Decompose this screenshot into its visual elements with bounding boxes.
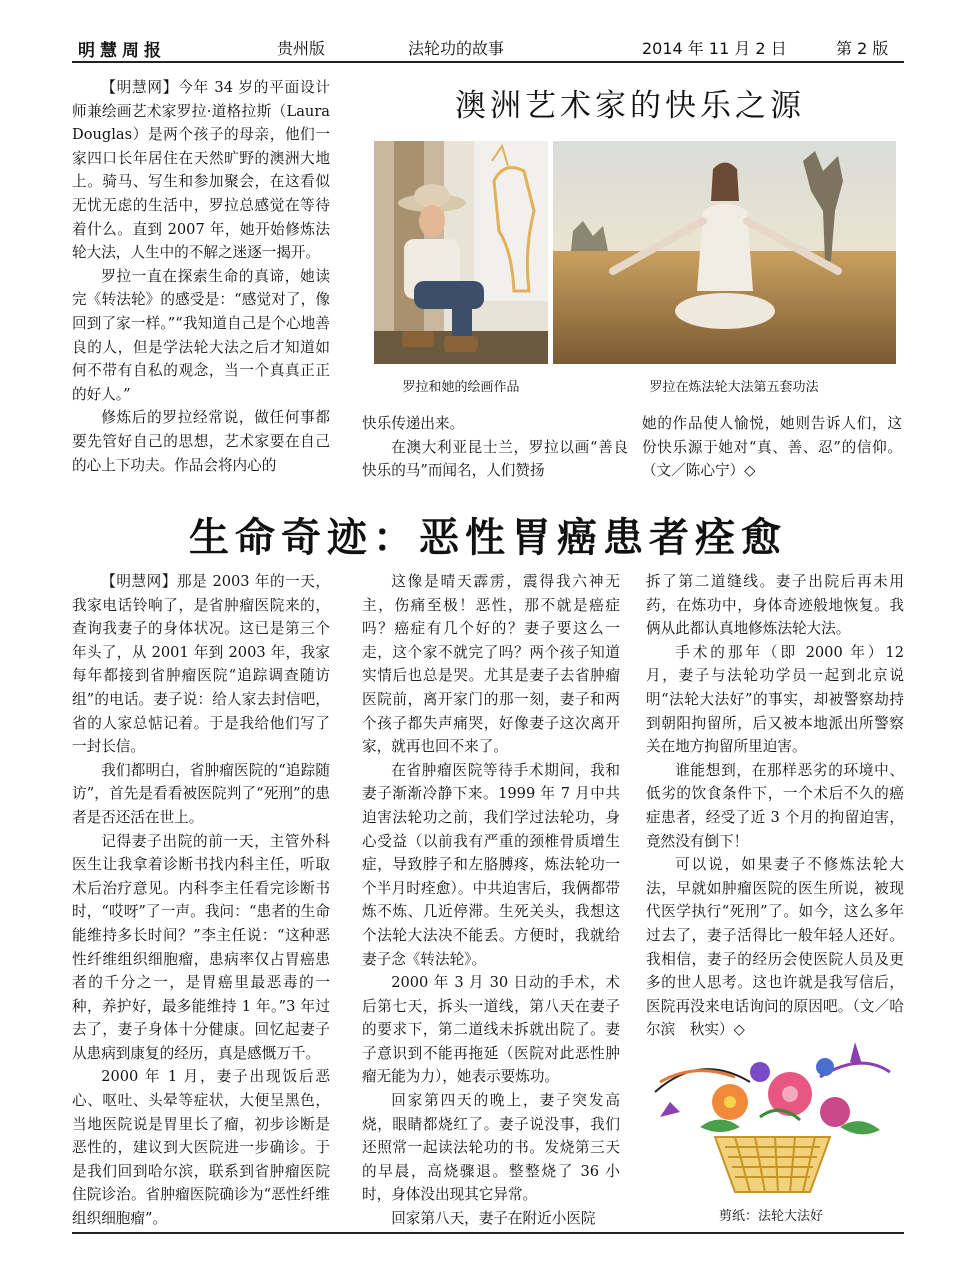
date-label: 2014 年 11 月 2 日: [642, 39, 787, 58]
paragraph: 在澳大利亚昆士兰，罗拉以画“善良快乐的马”而闻名，人们赞扬: [362, 438, 628, 480]
paragraph: 可以说，如果妻子不修炼法轮大法，早就如肿瘤医院的医生所说，被现代医学执行“死刑”了。如今，这么多年过去了，妻子活得比一般年轻人还好。我相信，妻子的经历会使医院人员及更多的世人思考。这也许就是我写信后，医院再没来电话询问的原因吧。（文／哈尔滨 秋实）◇: [646, 856, 904, 1039]
paragraph: 她的作品使人愉悦，她则告诉人们，这份快乐源于她对“真、善、忍”的信仰。（文／陈心宁）◇: [642, 415, 902, 480]
papercut-caption: 剪纸：法轮大法好: [718, 1209, 823, 1224]
paragraph: 快乐传递出来。: [362, 415, 465, 432]
header-rule: [72, 61, 904, 63]
article1-title: 澳洲艺术家的快乐之源: [455, 88, 805, 124]
photo-artist-with-painting: [374, 141, 548, 364]
newspaper-header: [72, 30, 904, 60]
paragraph: 罗拉一直在探索生命的真谛，她读完《转法轮》的感受是：“感觉对了，像回到了家一样。”“我知道自己是个心地善良的人，但是学法轮大法之后才知道如何不带有自私的观念，当一个真真正正的好人。”: [72, 267, 330, 403]
edition-label: 贵州版: [277, 39, 326, 58]
paragraph: 拆了第二道缝线。妻子出院后再未用药，在炼功中，身体奇迹般地恢复。我俩从此都认真地修炼法轮大法。: [646, 573, 904, 638]
paragraph: 回家第八天，妻子在附近小医院: [391, 1210, 596, 1228]
paragraph: 【明慧网】今年 34 岁的平面设计师兼绘画艺术家罗拉·道格拉斯（Laura Douglas）是两个孩子的母亲，他们一家四口长年居住在天然旷野的澳洲大地上。骑马、写生和参加聚会，在这看似无忧无虑的生活中，罗拉总感觉在等待着什么。直到 2007 年，她开始修炼法轮大法，人生中的不解之迷逐一揭开。: [72, 79, 330, 262]
paragraph: 2000 年 1 月，妻子出现饭后恶心、呕吐、头晕等症状，大便呈黑色，当地医院说是胃里长了瘤，初步诊断是恶性的，建议到大医院进一步确诊。于是我们回到哈尔滨，联系到省肿瘤医院住院诊治。省肿瘤医院确诊为“恶性纤维组织细胞瘤”。: [72, 1068, 330, 1228]
section-label: 法轮功的故事: [408, 39, 505, 58]
article2-title: 生命奇迹：恶性胃癌患者痊愈: [189, 514, 787, 561]
photo-meditation-in-field: [553, 141, 896, 364]
paragraph: 在省肿瘤医院等待手术期间，我和妻子渐渐冷静下来。1999 年 7 月中共迫害法轮功之前，我们学过法轮功，身心受益（以前我有严重的颈椎骨质增生症，导致脖子和左胳膊疼，炼法轮功一个半月时痊愈）。中共迫害后，我俩都带炼不炼、几近停滞。生死关头，我想这个法轮大法决不能丢。方便时，我就给妻子念《转法轮》。: [362, 761, 620, 968]
paragraph: 我们都明白，省肿瘤医院的“追踪随访”，首先是看看被医院判了“死刑”的患者是否还活在世上。: [72, 761, 330, 826]
article1-column-3: [642, 412, 902, 483]
article2-column-3: [646, 570, 904, 1042]
article2-column-1: [72, 570, 330, 1231]
page-number: 第 2 版: [836, 39, 889, 58]
paragraph: 谁能想到，在那样恶劣的环境中、低劣的饮食条件下，一个术后不久的癌症患者，经受了近 3 个月的拘留迫害，竟然没有倒下！: [646, 761, 904, 850]
paragraph: 这像是晴天霹雳，震得我六神无主，伤痛至极！恶性，那不就是癌症吗？癌症有几个好的？妻子要这么一走，这个家不就完了吗？两个孩子知道实情后也总是哭。尤其是妻子去省肿瘤医院前，离开家门的那一刻，妻子和两个孩子都失声痛哭，好像妻子这次离开家，就再也回不来了。: [362, 573, 620, 756]
article2-column-2: [362, 570, 620, 1231]
footer-rule: [72, 1232, 904, 1234]
paragraph: 手术的那年（即 2000 年）12 月，妻子与法轮功学员一起到北京说明“法轮大法好”的事实，却被警察劫持到朝阳拘留所，后又被本地派出所警察关在地方拘留所里迫害。: [646, 643, 904, 756]
paragraph: 2000 年 3 月 30 日动的手术，术后第七天，拆头一道线，第八天在妻子的要求下，第二道线未拆就出院了。妻子意识到不能再拖延（医院对此恶性肿瘤无能为力），她表示要炼功。: [362, 974, 620, 1086]
photo-caption-2: 罗拉在炼法轮大法第五套功法: [649, 380, 819, 395]
papercut-flower-basket: [640, 1032, 902, 1197]
paragraph: 修炼后的罗拉经常说，做任何事都要先管好自己的思想，艺术家要在自己的心上下功夫。作品会将内心的: [72, 409, 330, 474]
paper-name: 明慧周报: [78, 41, 166, 61]
paragraph: 记得妻子出院的前一天，主管外科医生让我拿着诊断书找内科主任，听取术后治疗意见。内科李主任看完诊断书时，“哎呀”了一声。我问：“患者的生命能维持多长时间？”李主任说：“这种恶性纤维组织细胞瘤，患病率仅占胃癌患者的千分之一，是胃癌里最恶毒的一种，养护好，最多能维持 1 年。”3 年过去了，妻子身体十分健康。回忆起妻子从患病到康复的经历，真是感慨万千。: [72, 832, 330, 1062]
paragraph: 回家第四天的晚上，妻子突发高烧，眼睛都烧红了。妻子说没事，我们还照常一起读法轮功的书。发烧第三天的早晨，高烧骤退。整整烧了 36 小时，身体没出现其它异常。: [362, 1092, 620, 1204]
article1-column-2: [362, 412, 628, 483]
photo-caption-1: 罗拉和她的绘画作品: [402, 380, 520, 395]
paragraph: 【明慧网】那是 2003 年的一天，我家电话铃响了，是省肿瘤医院来的，查询我妻子的身体状况。这已是第三个年头了，从 2001 年到 2003 年，我家每年都接到省肿瘤医院“追踪调查随访组”的电话。妻子说：给人家去封信吧，省的人家总惦记着。于是我给他们写了一封长信。: [72, 573, 330, 756]
article1-column-1: [72, 76, 330, 477]
